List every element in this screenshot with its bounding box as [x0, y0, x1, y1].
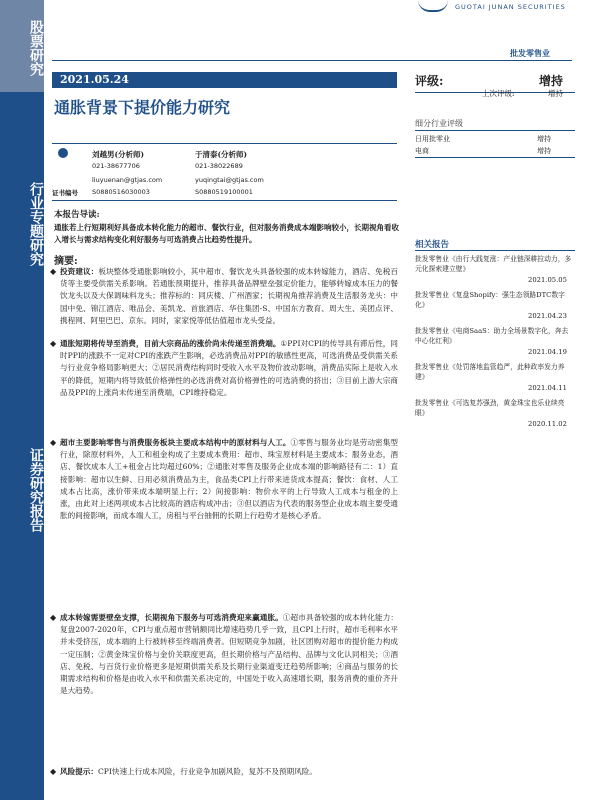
summary-bullet: [60, 612, 398, 697]
related-report-link[interactable]: 批发零售业《可选复苏强劲，黄金珠宝也乐业续亮眼》: [415, 399, 565, 417]
bullet-text: CPI快速上行成本风险，行业竞争加剧风险，复苏不及预期风险。: [97, 767, 317, 776]
previous-rating-label: 上次评级:: [482, 89, 515, 98]
bullet-lead: 通胀短期将传导至消费，目前大宗商品的涨价尚未传递至消费端。: [60, 339, 281, 348]
report-title: 通胀背景下提价能力研究: [54, 98, 231, 117]
bullet-lead: 成本转嫁需要壁垒支撑，长期视角下服务与可选消费迎来赢通胀。: [60, 613, 283, 622]
bullet-lead: 风险提示：: [60, 767, 98, 776]
previous-rating-value: 增持: [548, 89, 563, 98]
summary-bullet: [60, 437, 398, 522]
analyst-phone: 021-38022689: [195, 162, 243, 170]
industry-divider: [415, 130, 575, 131]
industry-row: [415, 146, 555, 156]
related-report-date: 2020.11.02: [528, 420, 567, 428]
industry-divider: [415, 157, 575, 158]
rating-value: 增持: [538, 74, 563, 88]
industry-value: 增持: [537, 135, 551, 143]
related-report-link[interactable]: 批发零售业《电商SaaS：助力全场景数字化，奔去中心化红利》: [415, 327, 569, 345]
summary-heading: 摘要:: [54, 256, 78, 267]
analyst-name: 于清泰(分析师): [195, 150, 248, 159]
related-reports-heading: 相关报告: [415, 240, 450, 250]
related-report-date: 2021.05.05: [528, 276, 567, 284]
guide-text: 通胀若上行短期利好具备成本转化能力的超市、餐饮行业，但对服务消费成本端影响较小，长期视角看收入增长与需求结构变化利好服务与可选消费占比趋势性提升。: [54, 223, 399, 244]
analyst-divider-bottom: [52, 200, 397, 201]
analyst-divider-top: [52, 143, 397, 144]
sidebar-segment-securities-report: 证券研究报告: [28, 448, 44, 532]
industry-row: [415, 134, 555, 144]
report-type: 批发零售业: [510, 48, 550, 58]
header-divider: [52, 60, 572, 61]
sidebar-segment-industry-research: 行业专题研究: [28, 182, 44, 266]
analyst-phone: 021-38677706: [92, 162, 140, 170]
industry-name: 日用批零业: [415, 135, 450, 143]
company-logo-text: GUOTAI JUNAN SECURITIES: [455, 3, 566, 11]
related-report-date: 2021.04.23: [528, 312, 567, 320]
cert-label: 证书编号: [52, 189, 78, 197]
analyst-email: yuqingtai@gtjas.com: [195, 176, 264, 184]
industry-name: 电商: [415, 147, 429, 155]
analyst-cert: S0880519100001: [195, 188, 253, 196]
bullet-text: ①零售与服务业均是劳动密集型行业，除原材料外，人工和租金构成了主要成本费用：超市、珠宝原材料是主要成本；服务业态，酒店、餐饮成本人工+租金占比均超过60%；②通胀对零售及服务企业成本端的影响路径有二：1）直接影响：超市以生鲜、日用必须消费品为主，食品类CPI上行带来进货成本提高；餐饮：食材、人工成本占比高，涨价带来成本端明显上行；2）间接影响：物价水平的上行导致人工成本与租金的上涨，由此对上述两项成本占比较高的酒店构成冲击；③但以酒店为代表的服务型企业成本端主要受通胀的间接影响，而成本端人工，房租与平台抽佣的长期上行趋势才是核心矛盾。: [60, 438, 398, 521]
summary-bullet: [60, 766, 398, 778]
summary-bullet: [60, 338, 398, 399]
related-report-date: 2021.04.19: [528, 348, 567, 356]
related-report-link[interactable]: 批发零售业《处罚落地监管趋严，此种政率发力养建》: [415, 363, 565, 381]
bullet-text: 板块整体受通胀影响较小，其中超市、餐饮龙头具备较强的成本转嫁能力，酒店、免税百货等主要受供需关系影响。若通胀预期提升，推荐具备品牌壁垒强定价能力，能够转嫁成本压力的餐饮龙头以及大保调味料龙头；推荐标的：同庆楼、广州酒家；长期视角推荐消费及生活服务龙头：中国中免、锦江酒店、唯品会、美凯龙、首旅酒店、华住集团-S、中国东方教育、周大生、美团点评、携程网、阿里巴巴、京东。同时，家家悦等低估值超市龙头受益。: [60, 267, 398, 325]
bullet-text: ①PPI对CPI的传导具有滞后性，同时PPI的涨跌不一定对CPI的涨跌产生影响，必选消费品对PPI的敏感性更高，可选消费品受供需关系与行业竞争格局影响更大；②居民消费结构同时受收入水平及物价波动影响，消费品实际上是收入水平的降低，短期内将导致低价格弹性的必选消费对高价格弹性的可选消费的挤出；③目前上游大宗商品及PPI的上涨尚未传递至消费端，CPI维持稳定。: [60, 339, 398, 397]
bullet-lead: 超市主要影响零售与消费服务板块主要成本结构中的原材料与人工。: [60, 438, 291, 447]
analyst-avatar-icon: [58, 148, 68, 158]
bullet-text: ①超市具备较强的成本转化能力：复盘2007-2020年，CPI与重点超市营销额同比增速趋势几乎一致，且CPI上行时，超市毛利率水平并未受挤压，成本端的上行被转移至终端消费者。但短期竞争加剧，社区团购对超市的提价能力构成一定压制；②黄金珠宝价格与金价关联度更高，但长期价格与产品结构、品牌与文化认同相关；③酒店、免税、与百货行业价格更多是短期供需关系及长期行业渠道变迁趋势所影响；④商品与服务的长期需求结构和价格是由收入水平和供需关系决定的，中国处于收入高速增长期，服务消费的重价齐升是大趋势。: [60, 613, 399, 696]
related-report-link[interactable]: 批发零售业《复盘Shopify：强生态领路DTC数字化》: [415, 291, 565, 309]
guide-heading: 本报告导读:: [54, 210, 100, 220]
sidebar-segment-stock-research: 股票研究: [0, 0, 44, 92]
related-divider: [415, 250, 575, 251]
related-report-date: 2021.04.11: [528, 384, 567, 392]
company-logo-icon: [418, 0, 448, 12]
analyst-email: liuyuenan@gtjas.com: [92, 176, 163, 184]
industry-value: 增持: [537, 147, 551, 155]
report-date: 2021.05.24: [52, 72, 397, 88]
bullet-lead: 投资建议：: [60, 267, 99, 276]
analyst-name: 刘越男(分析师): [92, 150, 145, 159]
summary-bullet: [60, 266, 398, 327]
industry-rating-heading: 细分行业评级: [415, 119, 463, 128]
rating-label: 评级:: [415, 74, 444, 88]
analyst-cert: S0880516030003: [92, 188, 150, 196]
related-report-link[interactable]: 批发零售业《由行大践复涨：产业链深耕拉动力，多元化探索建立壁》: [415, 255, 572, 273]
